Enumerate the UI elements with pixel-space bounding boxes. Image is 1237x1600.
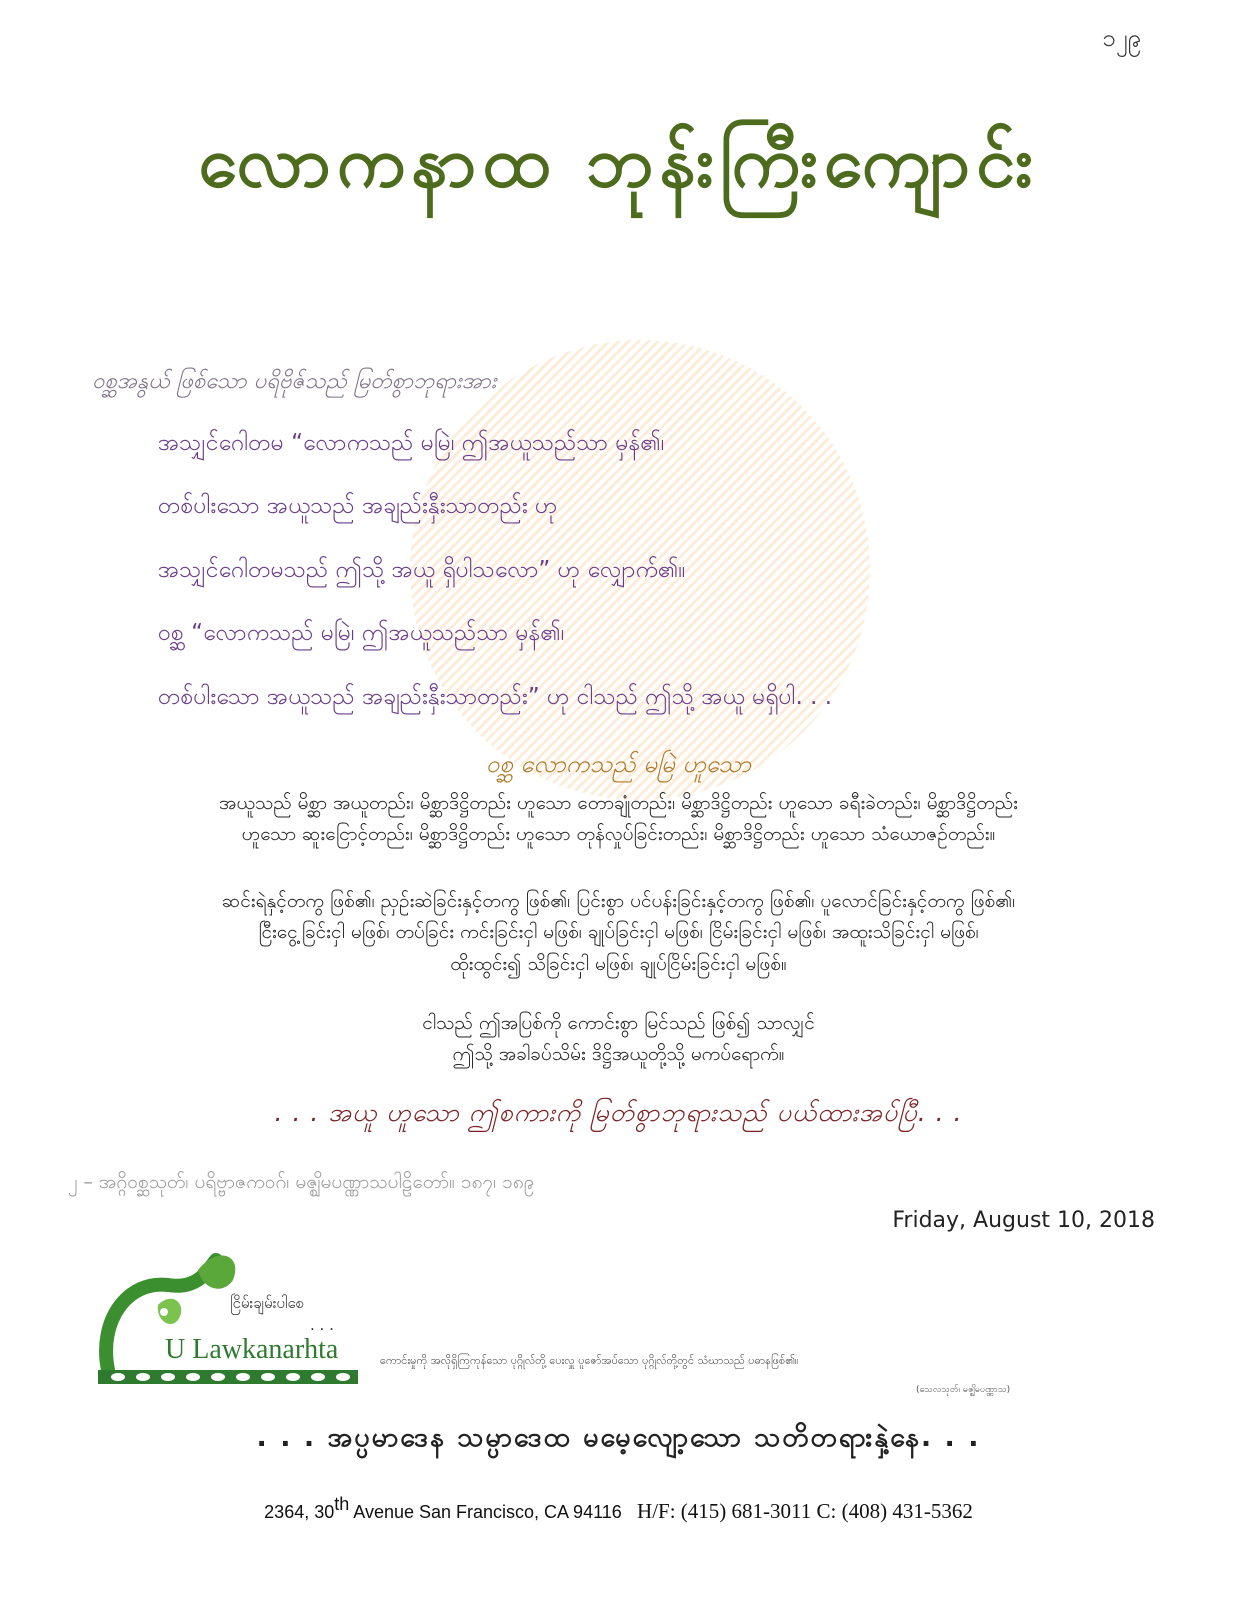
intro-line: ဝစ္ဆအနွယ် ဖြစ်သော ပရိဗိုဇ်သည် မြတ်စွာဘုရားအား [92, 369, 497, 394]
paragraph-line: ဟူသော ဆူးငြောင့်တည်း၊ မိစ္ဆာဒိဋ္ဌိတည်း ဟူသော တုန်လှုပ်ခြင်းတည်း၊ မိစ္ဆာဒိဋ္ဌိတည်း ဟူသော သံယောဇဉ်တည်း။ [241, 823, 996, 846]
paragraph-3 [60, 1008, 1177, 1071]
page-title: လောကနာထ ဘုန်းကြီးကျောင်း [198, 121, 1039, 203]
address-line [0, 1494, 1237, 1524]
paragraph-line: ထိုးထွင်း၍ သိခြင်းငှါ မဖြစ်၊ ချုပ်ငြိမ်းခြင်းငှါ မဖြစ်။ [450, 952, 787, 975]
quote-source: (သေလသုတ်၊ မဇ္ဈိမပဏ္ဏာသ) [916, 1385, 1011, 1395]
verse-line: အသျှင်ဂေါတမ “လောကသည် မမြဲ၊ ဤအယူသည်သာ မှန်၏၊ [158, 430, 665, 456]
verse-line: တစ်ပါးသော အယူသည် အချည်းနှီးသာတည်း” ဟု ငါသည် ဤသို့ အယူ မရှိပါ. . . [158, 684, 833, 710]
street-ordinal: th [334, 1494, 350, 1514]
street-address-rest: Avenue San Francisco, CA 94116 [349, 1502, 622, 1522]
motto: . . . အပ္ပမာဒေန သမ္ပာဒေထ မမေ့လျော့သော သတိတရားနှဲ့နေ. . . [256, 1422, 981, 1453]
subheading: ဝစ္ဆ လောကသည် မမြဲ ဟူသော [485, 750, 752, 778]
paragraph-line: ဆင်းရဲနှင့်တကွ ဖြစ်၏၊ ညှဉ်းဆဲခြင်းနှင့်တကွ ဖြစ်၏၊ ပြင်းစွာ ပင်ပန်းခြင်းနှင့်တကွ ဖြစ်၏၊ ပူလောင်ခြင်းနှင့်တကွ ဖြစ်၏၊ [221, 890, 1016, 912]
paragraph-line: အယူသည် မိစ္ဆာ အယူတည်း၊ မိစ္ဆာဒိဋ္ဌိတည်း ဟူသော တောချုံတည်း၊ မိစ္ဆာဒိဋ္ဌိတည်း ဟူသော ခရီးခဲတည်း၊ မိစ္ဆာဒိဋ္ဌိတည်း [219, 792, 1018, 814]
street-address: 2364, 30 [264, 1502, 335, 1522]
paragraph-2 [60, 886, 1177, 980]
logo-name: U Lawkanarhta [165, 1334, 339, 1365]
paragraph-1 [60, 788, 1177, 851]
paragraph-line: ဤသို့ အခါခပ်သိမ်း ဒိဋ္ဌိအယူတို့သို့ မကပ်ရောက်။ [452, 1043, 785, 1066]
sangha-quote: ကောင်းမှုကို အလိုရှိကြကုန်သော ပုဂ္ဂိုလ်တို့ ပေးလှူ ပူဇော်အပ်သော ပုဂ္ဂိုလ်တို့တွင် သံဃာသည် ပဓာနဖြစ်၏။ [380, 1354, 799, 1367]
verse-line: အသျှင်ဂေါတမသည် ဤသို့ အယူ ရှိပါသလော” ဟု လျှောက်၏။ [158, 557, 686, 583]
logo-dots: . . . [310, 1316, 334, 1334]
date: Friday, August 10, 2018 [892, 1208, 1155, 1233]
logo-leaf-dot [160, 1308, 168, 1316]
verse-line: တစ်ပါးသော အယူသည် အချည်းနှီးသာတည်း ဟု [158, 493, 558, 519]
verse-line: ဝစ္ဆ “လောကသည် မမြဲ၊ ဤအယူသည်သာ မှန်၏၊ [158, 620, 565, 646]
logo-tagline [230, 1294, 334, 1334]
paragraph-line: ငြီးငွေ့ခြင်းငှါ မဖြစ်၊ တပ်ခြင်း ကင်းခြင်းငှါ မဖြစ်၊ ချုပ်ခြင်းငှါ မဖြစ်၊ ငြိမ်းခြင်းငှါ မဖြစ်၊ အထူးသိခြင်းငှါ မဖြစ်၊ [258, 921, 979, 944]
footnote: ၂ – အဂ္ဂိဝစ္ဆသုတ်၊ ပရိဗ္ဗာဇကဝဂ်၊ မဇ္ဈိမပဏ္ဏာသပါဠိတော်။ ၁၈၇၊ ၁၈၉ [68, 1171, 535, 1193]
page-number: ၁၂၉ [1102, 24, 1141, 52]
closing-statement: . . . အယူ ဟူသော ဤစကားကို မြတ်စွာဘုရားသည် ပယ်ထားအပ်ပြီ. . . [274, 1098, 963, 1127]
phone-numbers: H/F: (415) 681-3011 C: (408) 431-5362 [637, 1499, 973, 1523]
logo-tagline-text: ငြိမ်းချမ်းပါစေ [230, 1294, 305, 1312]
paragraph-line: ငါသည် ဤအပြစ်ကို ကောင်းစွာ မြင်သည် ဖြစ်၍ သာလျှင် [422, 1012, 815, 1034]
